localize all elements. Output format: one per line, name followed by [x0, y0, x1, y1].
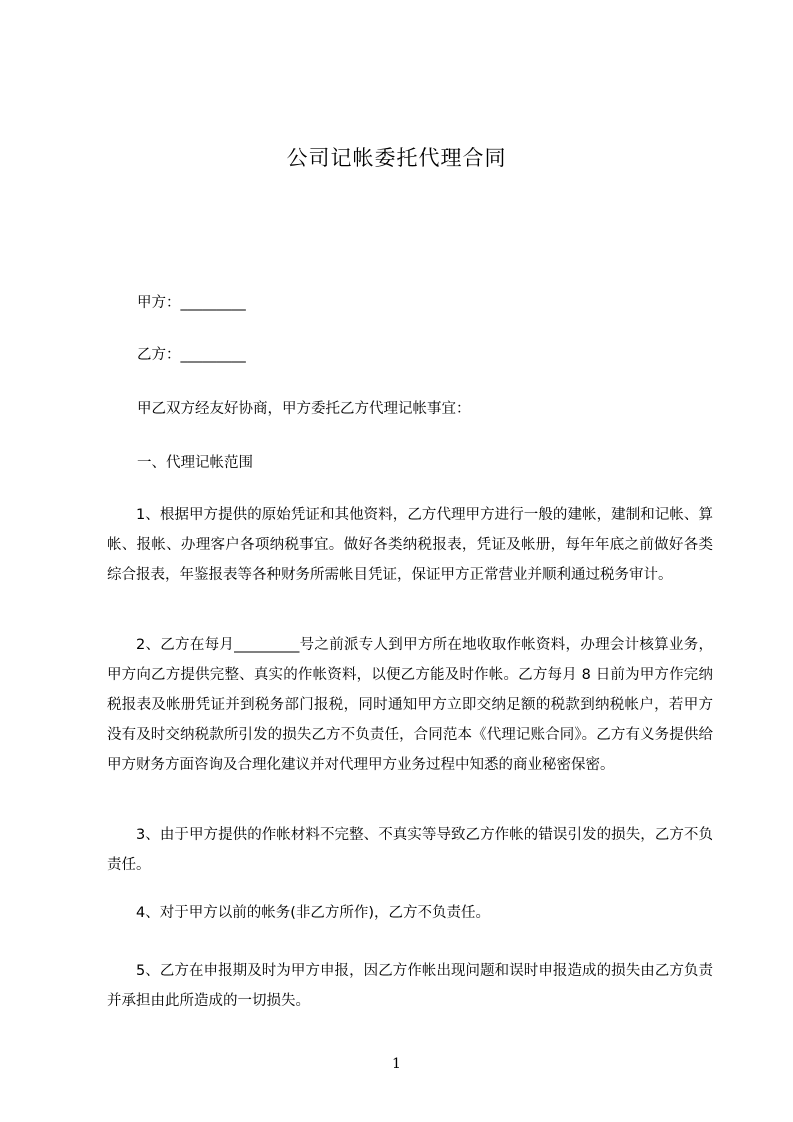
- party-b-blank: _________: [180, 347, 246, 363]
- party-b-line: [107, 340, 743, 370]
- document-title: 公司记帐委托代理合同: [286, 146, 507, 170]
- clause-2-blank: _________: [234, 637, 300, 653]
- clause-5-paragraph: 5、乙方在申报期及时为甲方申报，因乙方作帐出现问题和误时申报造成的损失由乙方负责并承担由此所造成的一切损失。: [107, 963, 713, 1009]
- party-a-line: [107, 288, 743, 318]
- party-b-label: 乙方：: [137, 347, 181, 363]
- intro-paragraph: 甲乙双方经友好协商，甲方委托乙方代理记帐事宜：: [137, 401, 471, 417]
- party-a-label: 甲方：: [137, 295, 181, 311]
- clause-4-paragraph: 4、对于甲方以前的帐务(非乙方所作)，乙方不负责任。: [136, 905, 491, 921]
- page-number: 1: [392, 1056, 401, 1072]
- section-1-heading: 一、代理记帐范围: [137, 455, 253, 471]
- clause-2-prefix: 2、乙方在每月: [136, 637, 235, 653]
- party-a-blank: _________: [180, 295, 246, 311]
- clause-2-paragraph: [107, 630, 713, 780]
- clause-2-text: 号之前派专人到甲方所在地收取作帐资料，办理会计核算业务，甲方向乙方提供完整、真实的作帐资料，以便乙方能及时作帐。乙方每月 8 日前为甲方作完纳税报表及帐册凭证并到税务部门报税，同时通知甲方立即交纳足额的税款到纳税帐户，若甲方没有及时交纳税款所引发的损失乙方不负责任，合同范本《代理记账合同》。乙方有义务提供给甲方财务方面咨询及合理化建议并对代理甲方业务过程中知悉的商业秘密保密。: [107, 637, 714, 773]
- clause-1-paragraph: 1、根据甲方提供的原始凭证和其他资料，乙方代理甲方进行一般的建帐，建制和记帐、算帐、报帐、办理客户各项纳税事宜。做好各类纳税报表，凭证及帐册，每年年底之前做好各类综合报表，年鉴报表等各种财务所需帐目凭证，保证甲方正常营业并顺利通过税务审计。: [107, 507, 713, 583]
- clause-3-paragraph: 3、由于甲方提供的作帐材料不完整、不真实等导致乙方作帐的错误引发的损失，乙方不负责任。: [107, 827, 713, 873]
